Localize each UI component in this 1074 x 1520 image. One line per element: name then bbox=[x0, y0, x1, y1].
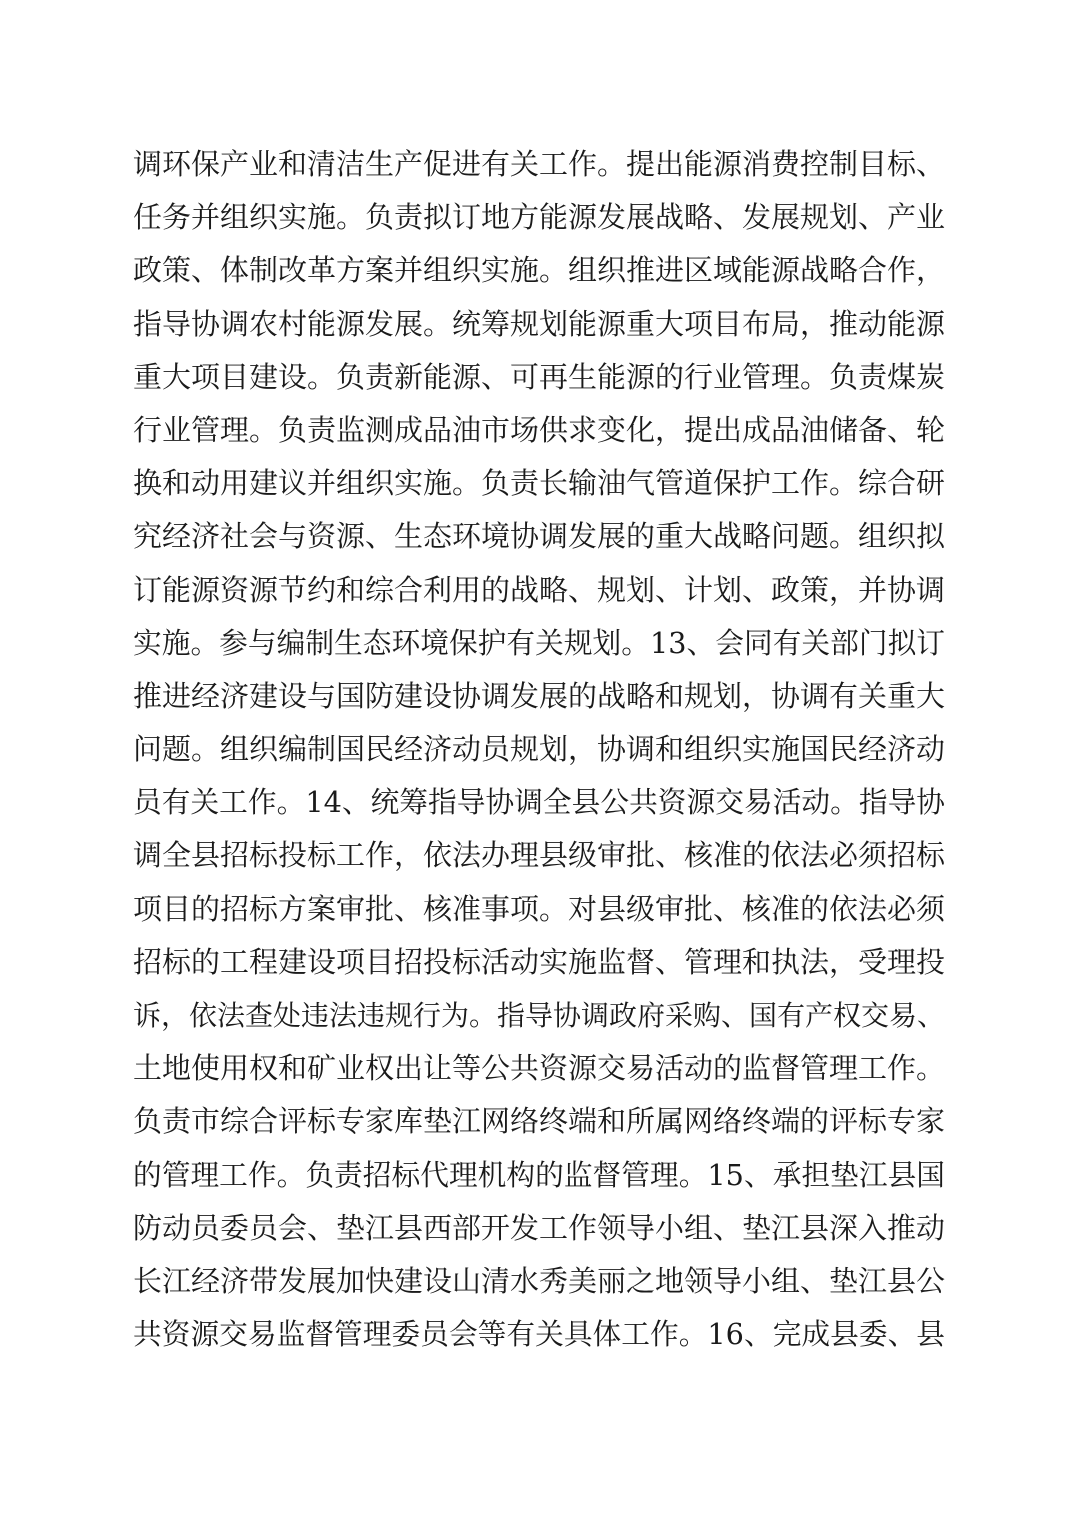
text-line-12: 问题。组织编制国民经济动员规划，协调和组织实施国民经济动 bbox=[133, 732, 946, 767]
text-line-9: 订能源资源节约和综合利用的战略、规划、计划、政策，并协调 bbox=[133, 572, 946, 607]
text-line-19: 负责市综合评标专家库垫江网络终端和所属网络终端的评标专家 bbox=[133, 1104, 946, 1139]
body-text bbox=[133, 138, 945, 1361]
text-line-5: 重大项目建设。负责新能源、可再生能源的行业管理。负责煤炭 bbox=[133, 359, 946, 394]
text-line-10: 实施。参与编制生态环境保护有关规划。13、会同有关部门拟订 bbox=[133, 625, 945, 660]
text-line-7: 换和动用建议并组织实施。负责长输油气管道保护工作。综合研 bbox=[133, 466, 946, 501]
text-line-11: 推进经济建设与国防建设协调发展的战略和规划，协调有关重大 bbox=[133, 678, 946, 713]
text-line-3: 政策、体制改革方案并组织实施。组织推进区域能源战略合作， bbox=[133, 253, 946, 288]
text-line-1: 调环保产业和清洁生产促进有关工作。提出能源消费控制目标、 bbox=[133, 147, 946, 181]
text-line-6: 行业管理。负责监测成品油市场供求变化，提出成品油储备、轮 bbox=[133, 412, 946, 447]
text-line-20: 的管理工作。负责招标代理机构的监督管理。15、承担垫江县国 bbox=[133, 1157, 945, 1192]
text-line-22: 长江经济带发展加快建设山清水秀美丽之地领导小组、垫江县公 bbox=[133, 1263, 946, 1298]
text-line-13: 员有关工作。14、统筹指导协调全县公共资源交易活动。指导协 bbox=[133, 785, 945, 820]
text-line-4: 指导协调农村能源发展。统筹规划能源重大项目布局，推动能源 bbox=[133, 306, 946, 341]
text-line-23: 共资源交易监督管理委员会等有关具体工作。16、完成县委、县 bbox=[133, 1317, 945, 1352]
text-line-21: 防动员委员会、垫江县西部开发工作领导小组、垫江县深入推动 bbox=[133, 1210, 946, 1245]
text-line-2: 任务并组织实施。负责拟订地方能源发展战略、发展规划、产业 bbox=[133, 200, 946, 235]
text-line-14: 调全县招标投标工作，依法办理县级审批、核准的依法必须招标 bbox=[133, 838, 946, 873]
text-line-8: 究经济社会与资源、生态环境协调发展的重大战略问题。组织拟 bbox=[133, 519, 946, 554]
text-line-16: 招标的工程建设项目招投标活动实施监督、管理和执法，受理投 bbox=[133, 944, 946, 979]
text-line-18: 土地使用权和矿业权出让等公共资源交易活动的监督管理工作。 bbox=[133, 1051, 946, 1086]
text-line-15: 项目的招标方案审批、核准事项。对县级审批、核准的依法必须 bbox=[133, 891, 946, 926]
text-line-17: 诉，依法查处违法违规行为。指导协调政府采购、国有产权交易、 bbox=[133, 999, 946, 1032]
